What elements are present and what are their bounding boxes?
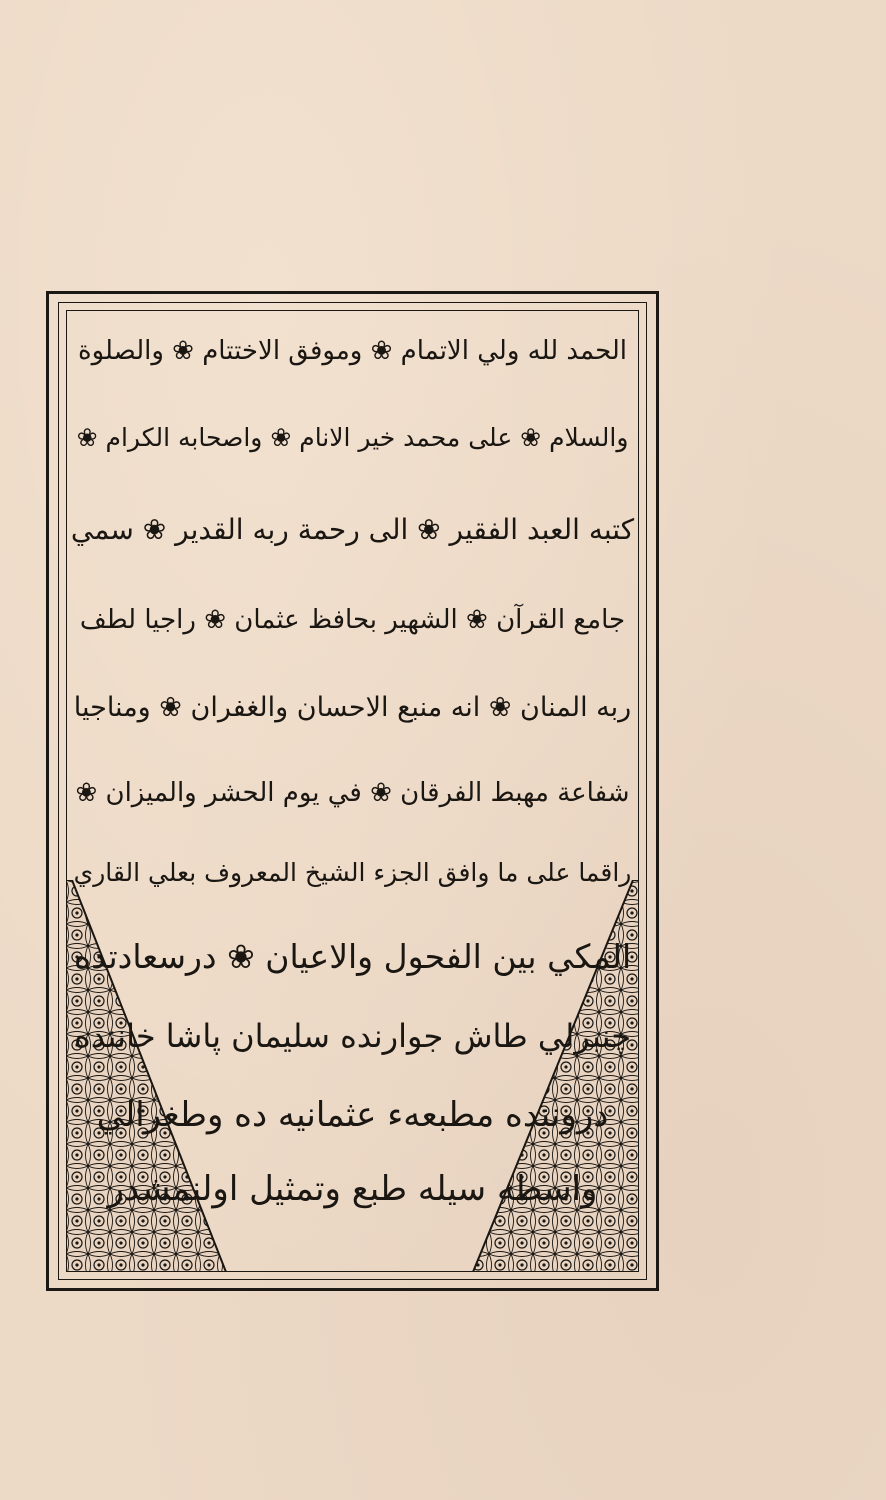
text-line-10: دروننده مطبعهء عثمانيه ده وطغرالي bbox=[96, 1095, 609, 1135]
text-line-6: شفاعة مهبط الفرقان ❀ في يوم الحشر والميزان ❀ bbox=[75, 778, 630, 808]
text-line-3: كتبه العبد الفقير ❀ الى رحمة ربه القدير ❀ سمي bbox=[70, 513, 635, 546]
text-line-4: جامع القرآن ❀ الشهير بحافظ عثمان ❀ راجيا لطف bbox=[79, 605, 626, 635]
colophon-text bbox=[70, 320, 635, 1270]
text-line-5: ربه المنان ❀ انه منبع الاحسان والغفران ❀ ومناجيا bbox=[73, 692, 632, 723]
text-line-9: چنبرلي طاش جوارنده سليمان پاشا خاننده bbox=[73, 1017, 632, 1055]
text-line-2: والسلام ❀ على محمد خير الانام ❀ واصحابه الكرام ❀ bbox=[76, 423, 629, 452]
text-line-1: الحمد لله ولي الاتمام ❀ وموفق الاختتام ❀ والصلوة bbox=[77, 336, 628, 366]
text-line-8: المكي بين الفحول والاعيان ❀ درسعادتده bbox=[73, 937, 632, 976]
text-line-7: راقما على ما وافق الجزء الشيخ المعروف بعلي القاري bbox=[73, 858, 632, 887]
text-line-11: واسطه سيله طبع وتمثيل اولنمشدر bbox=[107, 1169, 598, 1209]
